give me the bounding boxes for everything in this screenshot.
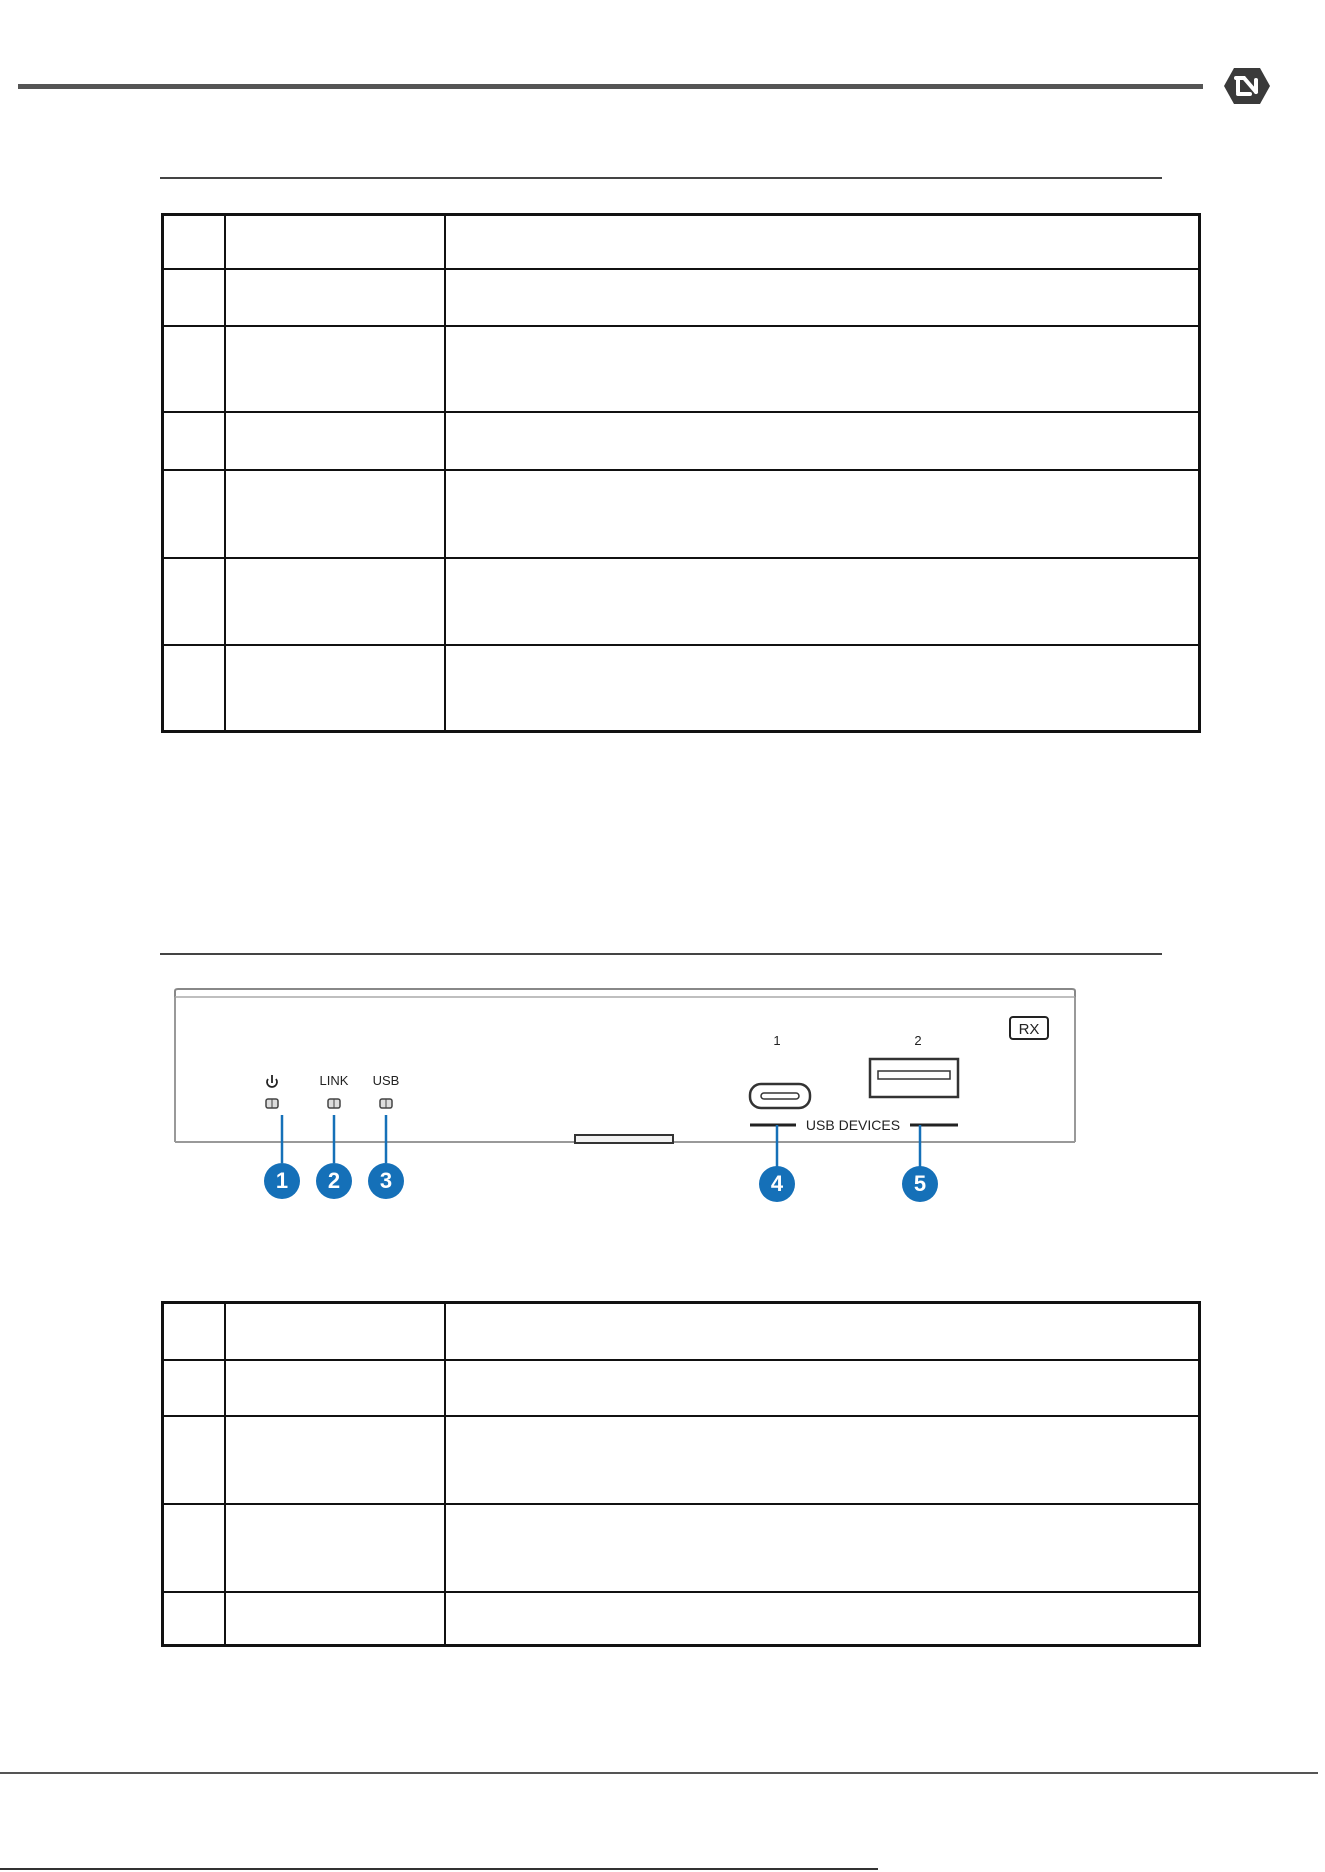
svg-text:5: 5 bbox=[913, 1171, 927, 1196]
table-row bbox=[163, 1416, 1200, 1504]
power-led bbox=[266, 1099, 278, 1108]
callout-3 bbox=[368, 1163, 404, 1199]
table-row bbox=[163, 1592, 1200, 1646]
svg-text:2: 2 bbox=[327, 1168, 341, 1193]
callout-5 bbox=[902, 1166, 938, 1202]
brand-logo-icon bbox=[1222, 66, 1272, 106]
section-rule-tx bbox=[160, 177, 1162, 179]
table-row bbox=[163, 1504, 1200, 1592]
bottom-rule bbox=[0, 1868, 878, 1870]
table-row bbox=[163, 326, 1200, 412]
table-row bbox=[163, 215, 1200, 269]
svg-text:4: 4 bbox=[770, 1171, 784, 1196]
port-number-2: 2 bbox=[914, 1033, 922, 1048]
table-row bbox=[163, 412, 1200, 470]
callout-4 bbox=[759, 1166, 795, 1202]
footer-rule bbox=[0, 1772, 1318, 1774]
rx-front-panel-diagram bbox=[170, 985, 1090, 1205]
usb-a-port bbox=[870, 1059, 958, 1097]
rx-badge bbox=[1010, 1017, 1048, 1039]
table-row bbox=[163, 269, 1200, 326]
table-row bbox=[163, 645, 1200, 732]
table-row bbox=[163, 470, 1200, 558]
usb-led bbox=[380, 1099, 392, 1108]
svg-text:1: 1 bbox=[275, 1168, 289, 1193]
rx-spec-table bbox=[161, 1301, 1201, 1647]
usb-devices-label: USB DEVICES bbox=[805, 1117, 901, 1133]
header-rule bbox=[18, 84, 1203, 89]
usb-led-label: USB bbox=[372, 1073, 400, 1088]
svg-text:3: 3 bbox=[379, 1168, 393, 1193]
link-led bbox=[328, 1099, 340, 1108]
link-led-label: LINK bbox=[319, 1073, 349, 1088]
table-row bbox=[163, 1303, 1200, 1360]
section-rule-rx bbox=[160, 953, 1162, 955]
table-row bbox=[163, 558, 1200, 645]
port-number-1: 1 bbox=[773, 1033, 781, 1048]
callout-2 bbox=[316, 1163, 352, 1199]
table-row bbox=[163, 1360, 1200, 1416]
ir-window bbox=[575, 1135, 673, 1143]
svg-text:RX: RX bbox=[1018, 1021, 1040, 1038]
usb-c-port bbox=[750, 1084, 810, 1108]
tx-spec-table bbox=[161, 213, 1201, 733]
power-icon bbox=[267, 1075, 277, 1087]
callout-1 bbox=[264, 1163, 300, 1199]
